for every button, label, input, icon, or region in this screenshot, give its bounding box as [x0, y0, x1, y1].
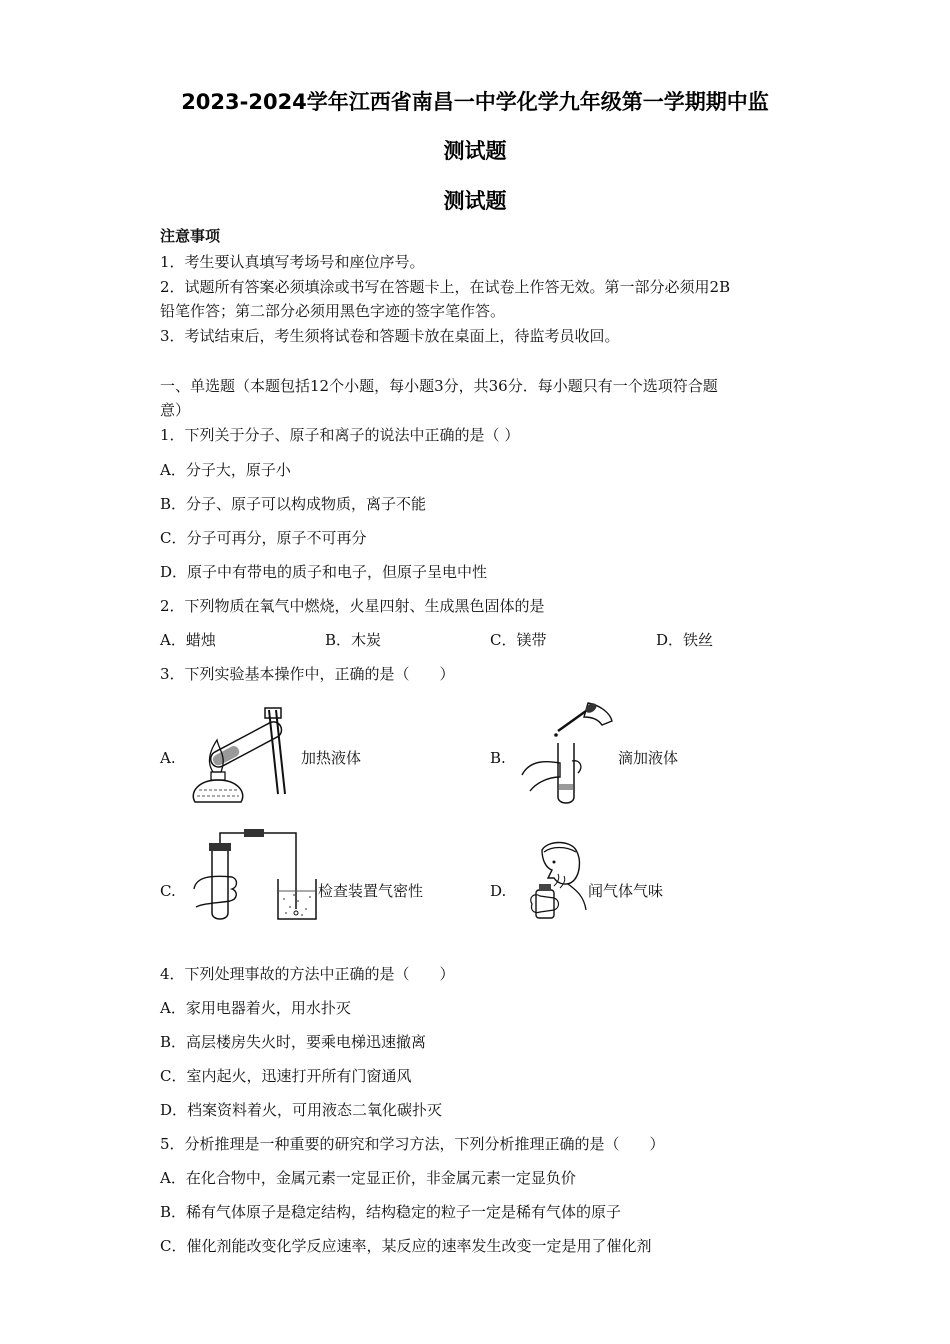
- q3-option-c-label: C.: [160, 882, 176, 900]
- heating-liquid-icon: [185, 702, 300, 807]
- q4-option-d: D．档案资料着火，可用液态二氧化碳扑灭: [160, 1101, 443, 1119]
- q3-option-d-label: D.: [490, 882, 507, 900]
- q3-option-d-caption: 闻气体气味: [588, 882, 664, 900]
- q3-option-c-caption: 检查装置气密性: [318, 882, 424, 900]
- notice-item-2-cont: 铅笔作答；第二部分必须用黑色字迹的签字笔作答。: [160, 302, 506, 320]
- q5-option-a: A．在化合物中，金属元素一定显正价，非金属元素一定显负价: [160, 1169, 576, 1187]
- smell-gas-icon: [524, 838, 589, 923]
- q5-stem: 5．分析推理是一种重要的研究和学习方法，下列分析推理正确的是（ ）: [160, 1135, 665, 1153]
- q1-option-c: C．分子可再分，原子不可再分: [160, 529, 367, 547]
- exam-title-line-2: 测试题: [443, 139, 507, 163]
- airtightness-check-icon: [188, 825, 318, 925]
- exam-subtitle: 测试题: [443, 189, 507, 213]
- q4-option-a: A．家用电器着火，用水扑灭: [160, 999, 351, 1017]
- q2-option-b: B．木炭: [325, 631, 382, 649]
- q2-stem: 2．下列物质在氧气中燃烧，火星四射、生成黑色固体的是: [160, 597, 545, 615]
- q3-stem: 3．下列实验基本操作中，正确的是（ ）: [160, 665, 455, 683]
- q1-stem: 1．下列关于分子、原子和离子的说法中正确的是（ ）: [160, 426, 520, 444]
- section-heading: 一、单选题（本题包括12个小题，每小题3分，共36分．每小题只有一个选项符合题: [160, 377, 718, 395]
- q5-option-b: B．稀有气体原子是稳定结构，结构稳定的粒子一定是稀有气体的原子: [160, 1203, 622, 1221]
- q1-option-a: A．分子大，原子小: [160, 461, 291, 479]
- section-heading-cont: 意）: [160, 401, 191, 419]
- notice-item-1: 1．考生要认真填写考场号和座位序号。: [160, 253, 425, 271]
- q2-option-d: D．铁丝: [656, 631, 714, 649]
- notice-item-3: 3．考试结束后，考生须将试卷和答题卡放在桌面上，待监考员收回。: [160, 327, 620, 345]
- q5-option-c: C．催化剂能改变化学反应速率，某反应的速率发生改变一定是用了催化剂: [160, 1237, 652, 1255]
- q4-option-c: C．室内起火，迅速打开所有门窗通风: [160, 1067, 412, 1085]
- notice-heading: 注意事项: [160, 227, 221, 245]
- q4-stem: 4．下列处理事故的方法中正确的是（ ）: [160, 965, 455, 983]
- q3-option-a-label: A.: [160, 749, 176, 767]
- dropper-icon: [518, 697, 618, 807]
- q2-option-c: C．镁带: [490, 631, 547, 649]
- exam-title-line-1: 2023-2024学年江西省南昌一中学化学九年级第一学期期中监: [181, 90, 769, 114]
- q2-option-a: A．蜡烛: [160, 631, 216, 649]
- notice-item-2: 2．试题所有答案必须填涂或书写在答题卡上，在试卷上作答无效。第一部分必须用2B: [160, 278, 731, 296]
- q4-option-b: B．高层楼房失火时，要乘电梯迅速撤离: [160, 1033, 427, 1051]
- q3-option-a-caption: 加热液体: [301, 749, 362, 767]
- q1-option-d: D．原子中有带电的质子和电子，但原子呈电中性: [160, 563, 488, 581]
- q3-option-b-label: B.: [490, 749, 506, 767]
- q3-option-b-caption: 滴加液体: [618, 749, 679, 767]
- q1-option-b: B．分子、原子可以构成物质，离子不能: [160, 495, 427, 513]
